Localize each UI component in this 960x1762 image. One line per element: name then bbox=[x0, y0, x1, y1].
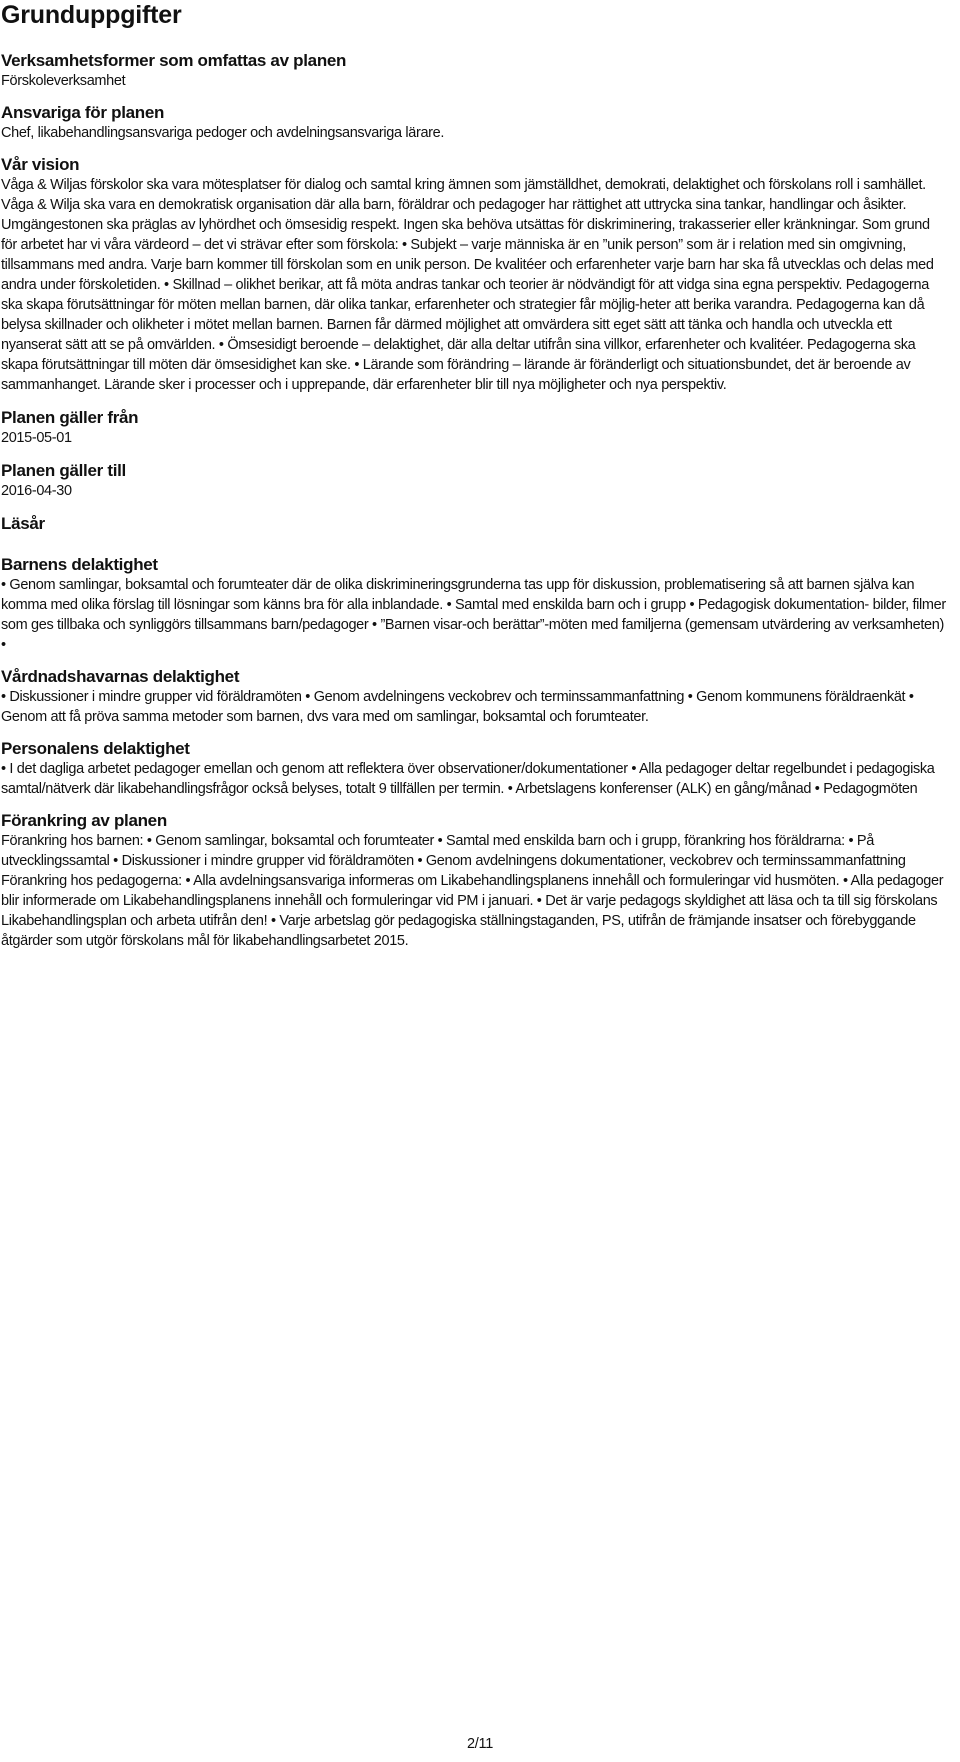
section-ansvariga bbox=[1, 103, 949, 143]
section-forankring-av-planen bbox=[1, 811, 949, 951]
section-body: • I det dagliga arbetet pedagoger emellan och genom att reflektera över observationer/dokumentationer • Alla pedagoger deltar regelbundet i pedagogiska samtal/nätverk där likabehandlingsfrågor också belyses, totalt 9 tillfällen per termin. • Arbetslagens konferenser (ALK) en gång/månad • Pedagogmöten bbox=[1, 761, 935, 797]
section-body bbox=[1, 534, 949, 540]
section-planen-galler-till bbox=[1, 461, 949, 501]
section-body: Chef, likabehandlingsansvariga pedoger och avdelningsansvariga lärare. bbox=[1, 125, 445, 141]
section-body: Förskoleverksamhet bbox=[1, 73, 126, 89]
section-body: • Genom samlingar, boksamtal och forumteater där de olika diskrimineringsgrunderna tas upp för diskussion, problematisering så att barnen själva kan komma med olika förslag till lösningar som känns bra för alla inblandade. • Samtal med enskilda barn och i grupp • Pedagogisk dokumentation- bilder, filmer som ges tillbaka och synliggörs tillsammans barn/pedagoger • ”Barnen visar-och berättar”-möten med familjerna (gemensam utvärdering av verksamheten) • bbox=[1, 577, 946, 653]
page-number: 2/11 bbox=[467, 1736, 493, 1752]
section-heading: Barnens delaktighet bbox=[1, 555, 158, 574]
section-lasar bbox=[1, 514, 949, 540]
section-heading: Planen gäller till bbox=[1, 461, 126, 480]
section-planen-galler-fran bbox=[1, 408, 949, 448]
section-body: Förankring hos barnen: • Genom samlingar, boksamtal och forumteater • Samtal med enskilda barn och i grupp, förankring hos föräldrarna: • På utvecklingssamtal • Diskussioner i mindre grupper vid föräldramöten • Genom avdelningens dokumentationer, veckobrev och terminssammanfattning Förankring hos pedagogerna: • Alla avdelningsansvariga informeras om Likabehandlingsplanens innehåll och formuleringar vid husmöten. • Alla pedagoger blir informerade om Likabehandlingsplanens innehåll och formuleringar vid PM i januari. • Det är varje pedagogs skyldighet att läsa och ta till sig förskolans Likabehandlingsplan och arbeta utifrån den! • Varje arbetslag gör pedagogiska ställningstaganden, PS, utifrån de främjande insatser och förebyggande åtgärder som utgör förskolans mål för likabehandlingsarbetet 2015. bbox=[1, 833, 944, 949]
section-heading: Förankring av planen bbox=[1, 811, 167, 830]
section-heading: Vår vision bbox=[1, 155, 80, 174]
section-personalens-delaktighet bbox=[1, 739, 949, 799]
section-heading: Läsår bbox=[1, 514, 45, 533]
section-body: Våga & Wiljas förskolor ska vara mötesplatser för dialog och samtal kring ämnen som jämställdhet, demokrati, delaktighet och förskolans roll i samhället. Våga & Wilja ska vara en demokratisk organisation där alla barn, föräldrar och pedagoger har rättighet att uttrycka sina tankar, handlingar och åsikter. Umgängestonen ska präglas av lyhördhet och ömsesidig respekt. Ingen ska behöva utsättas för diskriminering, trakasserier eller kränkningar. Som grund för arbetet har vi våra värdeord – det vi strävar efter som förskola: • Subjekt – varje människa är en ”unik person” som är i relation med sin omgivning, tillsammans med andra. Varje barn kommer till förskolan som en unik person. De kvalitéer och erfarenheter varje barn har ska få utvecklas och delas med andra under förskoletiden. • Skillnad – olikhet berikar, att få möta andras tankar och teorier är nödvändigt för att vidga sina egna perspektiv. Pedagogerna ska skapa förutsättningar för möten mellan barnen, där olika tankar, erfarenheter och strategier får möjlig-heter att berika varandra. Pedagogerna kan då belysa skillnader och olikheter i mötet mellan barnen. Barnen får därmed möjlighet att omvärdera sitt eget sätt att tänka och handla och utveckla ett nyanserat sätt att se på omvärlden. • Ömsesidigt beroende – delaktighet, där alla deltar utifrån sina villkor, erfarenheter och kvalitéer. Pedagogerna ska skapa förutsättningar till möten där ömsesidighet kan ske. • Lärande som förändring – lärande är föränderligt och situationsbundet, det är beroende av sammanhanget. Lärande sker i processer och i upprepande, där erfarenheter blir till nya möjligheter och nya perspektiv. bbox=[1, 177, 934, 393]
section-var-vision bbox=[1, 155, 949, 395]
section-body: • Diskussioner i mindre grupper vid föräldramöten • Genom avdelningens veckobrev och terminssammanfattning • Genom kommunens föräldraenkät • Genom att få pröva samma metoder som barnen, dvs vara med om samlingar, boksamtal och forumteater. bbox=[1, 689, 914, 725]
section-heading: Vårdnadshavarnas delaktighet bbox=[1, 667, 240, 686]
section-heading: Verksamhetsformer som omfattas av planen bbox=[1, 51, 347, 70]
end-date: 2016-04-30 bbox=[1, 483, 72, 499]
section-heading: Ansvariga för planen bbox=[1, 103, 165, 122]
section-heading: Personalens delaktighet bbox=[1, 739, 190, 758]
section-vardnadshavarnas-delaktighet bbox=[1, 667, 949, 727]
section-heading: Planen gäller från bbox=[1, 408, 139, 427]
section-verksamhetsformer bbox=[1, 51, 949, 91]
page-title: Grunduppgifter bbox=[1, 1, 182, 29]
start-date: 2015-05-01 bbox=[1, 430, 72, 446]
section-barnens-delaktighet bbox=[1, 555, 949, 655]
